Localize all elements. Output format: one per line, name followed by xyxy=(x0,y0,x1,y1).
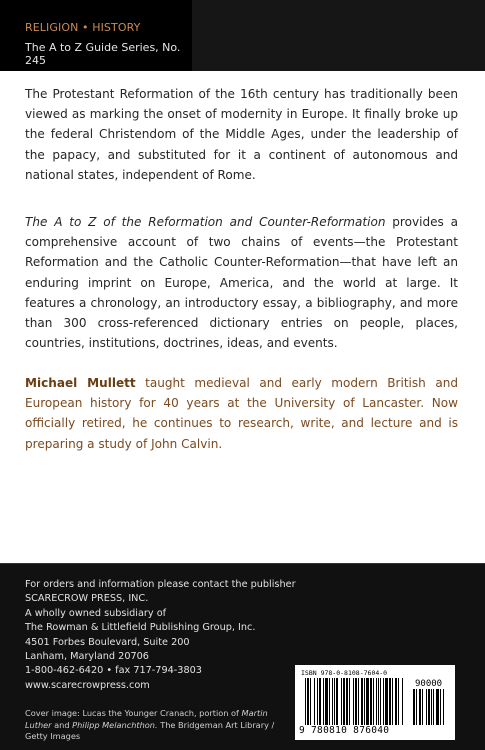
barcode-bar xyxy=(392,678,393,725)
publisher-line: For orders and information please contact the publisher xyxy=(25,579,296,590)
barcode-bar xyxy=(378,678,379,725)
publisher-info xyxy=(25,578,296,693)
publisher-line: 4501 Forbes Boulevard, Suite 200 xyxy=(25,636,190,648)
barcode-bar xyxy=(343,678,345,725)
barcode-bar xyxy=(426,689,427,725)
barcode-bar xyxy=(319,678,321,725)
barcode-bar xyxy=(380,678,381,725)
barcode-bar xyxy=(336,678,338,725)
barcode-bar xyxy=(317,678,318,725)
publisher-website: www.scarecrowpress.com xyxy=(25,679,150,691)
barcode-bar xyxy=(440,689,441,725)
publisher-line: The Rowman & Littlefield Publishing Group, Inc. xyxy=(25,622,256,634)
barcode-bar xyxy=(395,678,397,725)
cover-credit-work-2: Philipp Melanchthon. xyxy=(72,719,158,730)
barcode-bar xyxy=(373,678,374,725)
publisher-line: Lanham, Maryland 20706 xyxy=(25,651,149,663)
barcode-bar xyxy=(428,689,430,725)
barcode-bar xyxy=(314,678,315,725)
barcode-bar xyxy=(398,678,399,725)
description-paragraph-1: The Protestant Reformation of the 16th century has traditionally been viewed as marking the onset of modernity in Europe. It finally broke up the federal Christendom of the Middle Ages, under the leadership of the papacy, and substituted for it a continent of autonomous and national states, independent of Rome. xyxy=(25,87,458,182)
barcode-bar xyxy=(413,689,415,725)
publisher-line: A wholly owned subsidiary of xyxy=(25,607,167,619)
barcode-bar xyxy=(310,678,311,725)
barcode-bar xyxy=(376,678,377,725)
author-name: Michael Mullett xyxy=(25,376,136,390)
series-label: The A to Z Guide Series, No. 245 xyxy=(25,41,181,67)
barcode-bar xyxy=(366,678,369,725)
price-code: 90000 xyxy=(415,679,443,689)
barcode-digits: 9 780810 876040 xyxy=(299,725,390,736)
barcode-bar xyxy=(385,678,388,725)
barcode-bar xyxy=(436,689,439,725)
barcode-bar xyxy=(305,678,306,725)
barcode-bar xyxy=(325,678,328,725)
category-label: RELIGION • HISTORY xyxy=(25,21,141,34)
barcode-bar xyxy=(334,678,335,725)
barcode-bar xyxy=(370,678,372,725)
barcode-bar xyxy=(416,689,417,725)
isbn-label: ISBN 978-0-8108-7604-0 xyxy=(301,669,388,677)
description-paragraph-2 xyxy=(25,212,458,353)
barcode-bar xyxy=(431,689,432,725)
author-bio-text: taught medieval and early modern British and European history for 40 years at the University of Lancaster. Now officially retired, he continues to research, write, and lecture and is preparing a study of John Calvin. xyxy=(25,376,458,451)
barcode-bar xyxy=(307,678,309,725)
barcode-bar xyxy=(353,678,354,725)
series-box xyxy=(0,0,192,71)
barcode-bar xyxy=(364,678,365,725)
publisher-line: 1-800-462-6420 • fax 717-794-3803 xyxy=(25,665,202,677)
barcode-bar xyxy=(361,678,363,725)
cover-credit xyxy=(25,708,275,743)
cover-credit-suffix: The Bridgeman Art Library / Getty Images xyxy=(25,719,275,741)
barcode-bar xyxy=(422,689,423,725)
author-bio xyxy=(25,373,458,454)
barcode-bar xyxy=(346,678,348,725)
barcode-bar xyxy=(433,689,434,725)
barcode-bar xyxy=(355,678,357,725)
barcode-bar xyxy=(323,678,324,725)
barcode-bar xyxy=(329,678,330,725)
barcode-box xyxy=(295,665,455,740)
barcode-bar xyxy=(341,678,342,725)
cover-credit-work-1: Martin Luther xyxy=(25,708,268,730)
barcode-bar xyxy=(402,678,403,725)
paragraph-2-text: provides a comprehensive account of two chains of events—the Protestant Reformation and the Catholic Counter-Reformation—that have left an enduring imprint on Europe, America, and the world at large. It features a chronology, an introductory essay, a bibliography, and more than 300 cross-referenced dictionary entries on people, places, countries, institutions, doctrines, ideas, and events. xyxy=(25,215,458,351)
barcode-bar xyxy=(419,689,421,725)
barcode-bar xyxy=(358,678,359,725)
top-band xyxy=(0,0,485,71)
barcode-bar xyxy=(383,678,384,725)
barcode-bar xyxy=(349,678,350,725)
book-title: The A to Z of the Reformation and Counter-Reformation xyxy=(25,215,386,229)
cover-credit-prefix: Cover image: Lucas the Younger Cranach, portion of xyxy=(25,708,242,718)
publisher-line: SCARECROW PRESS, INC. xyxy=(25,593,149,605)
barcode-bar xyxy=(443,689,444,725)
cover-credit-and: and xyxy=(51,719,73,730)
barcode-bar xyxy=(332,678,333,725)
barcode-bar xyxy=(389,678,391,725)
